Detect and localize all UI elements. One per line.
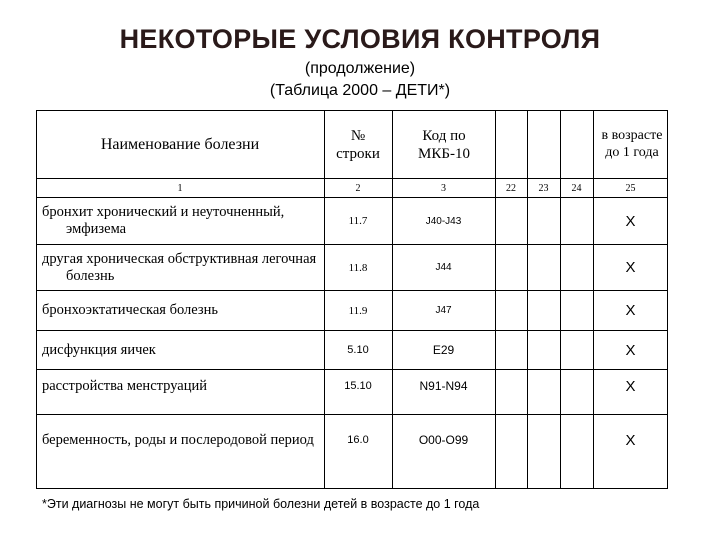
subtitle-continuation: (продолжение): [304, 60, 416, 77]
table-row-disease: расстройства менструаций: [42, 377, 207, 394]
table-row-icd: J40-J43: [425, 215, 462, 227]
table-row-icd: J44: [435, 262, 452, 273]
table-row-icd: O00-O99: [418, 433, 469, 447]
table-row-disease: бронхит хронический и неуточненный, эмфизема: [42, 204, 285, 237]
table-row-number: 15.10: [344, 380, 372, 392]
table-row-number: 11.9: [348, 304, 368, 317]
table-row-disease: дисфункция яичек: [42, 341, 156, 358]
table-row-disease: другая хроническая обструктивная легочная болезнь: [42, 250, 317, 284]
table-row-mark: X: [625, 212, 636, 230]
column-number: 3: [441, 182, 446, 194]
column-number: 23: [538, 182, 549, 194]
table-row-number: 5.10: [347, 344, 369, 356]
column-number: 2: [355, 182, 361, 194]
column-number: 1: [177, 182, 183, 194]
table-row-disease: беременность, роды и послеродовой период: [42, 431, 314, 448]
table-row-icd: N91-N94: [419, 379, 468, 393]
header-disease-name: Наименование болезни: [100, 136, 260, 153]
column-number: 25: [625, 182, 636, 194]
table-row-mark: X: [625, 341, 636, 359]
header-row-number: № строки: [336, 128, 380, 162]
subtitle-table-ref: (Таблица 2000 – ДЕТИ*): [269, 82, 451, 99]
table-row-icd: J47: [435, 305, 452, 316]
page-title: НЕКОТОРЫЕ УСЛОВИЯ КОНТРОЛЯ: [119, 24, 601, 54]
table-row-mark: X: [625, 302, 636, 319]
table-row-mark: X: [625, 431, 636, 449]
table-row-number: 11.7: [348, 215, 368, 227]
table-row-number: 16.0: [347, 434, 369, 446]
table-row-disease: бронхоэктатическая болезнь: [42, 302, 218, 318]
footnote: *Эти диагнозы не могут быть причиной болезни детей в возрасте до 1 года: [42, 497, 480, 511]
table-row-mark: X: [625, 259, 636, 276]
column-number: 22: [506, 182, 516, 194]
column-number: 24: [571, 182, 582, 194]
table-row-mark: X: [625, 377, 636, 395]
header-icd-code: Код по МКБ-10: [418, 128, 470, 162]
table-row-icd: E29: [432, 343, 455, 357]
table-row-number: 11.8: [348, 261, 368, 274]
header-age-under-1: в возрасте до 1 года: [601, 128, 663, 160]
